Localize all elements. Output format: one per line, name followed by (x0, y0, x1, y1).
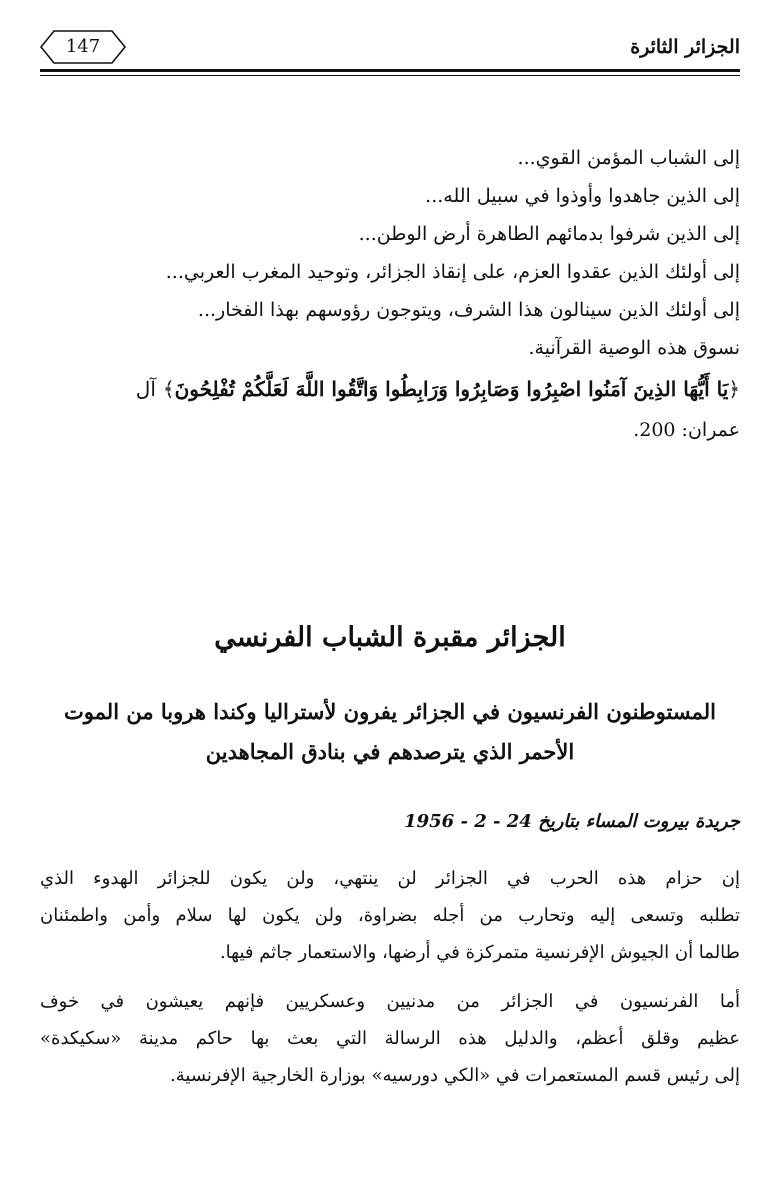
paragraph-line: إن حزام هذه الحرب في الجزائر لن ينتهي، ولن يكون للجزائر الهدوء الذي (40, 868, 740, 889)
paragraph-line: عظيم وقلق أعظم، والدليل هذه الرسالة التي بعث بها حاكم مدينة «سكيكدة» (40, 1028, 740, 1049)
body-text (40, 860, 740, 1106)
dedication-line: إلى الشباب المؤمن القوي... (517, 147, 740, 169)
dedication-line: إلى أولئك الذين عقدوا العزم، على إنقاذ الجزائر، وتوحيد المغرب العربي... (165, 261, 740, 283)
paragraph-line: تطلبه وتسعى إليه وتحارب من أجله بضراوة، ولن يكون لها سلام وأمن واطمئنان (40, 905, 740, 926)
quran-verse-line (40, 367, 740, 411)
paragraph-line: أما الفرنسيون في الجزائر من مدنيين وعسكريين فإنهم يعيشون في خوف (40, 991, 740, 1012)
header-rule-thin (40, 75, 740, 76)
quran-close-bracket: ﴾ (162, 377, 175, 401)
quran-reference-start: آل (135, 377, 156, 401)
paragraph-line: طالما أن الجيوش الإفرنسية متمركزة في أرضها، والاستعمار جاثم فيها. (219, 942, 740, 963)
paragraph-line: إلى رئيس قسم المستعمرات في «الكي دورسيه» بوزارة الخارجية الإفرنسية. (170, 1065, 740, 1086)
subheading-line-1: المستوطنون الفرنسيون في الجزائر يفرون لأستراليا وكندا هروبا من الموت (64, 699, 716, 724)
dedication-line: نسوق هذه الوصية القرآنية. (528, 337, 740, 359)
quran-open-bracket: ﴿ (728, 377, 740, 401)
dedication-line: إلى أولئك الذين سينالون هذا الشرف، ويتوجون رؤوسهم بهذا الفخار... (197, 299, 740, 321)
header-rule-thick (40, 69, 740, 72)
subheading-line-2: الأحمر الذي يترصدهم في بنادق المجاهدين (205, 739, 575, 764)
source-line: جريدة بيروت المساء بتاريخ 24 - 2 - 1956 (404, 811, 740, 832)
dedication-block (40, 139, 740, 449)
section-title: الجزائر مقبرة الشباب الفرنسي (214, 622, 566, 653)
paragraph-2 (40, 983, 740, 1094)
book-title: الجزائر الثائرة (630, 36, 740, 58)
quran-verse: يَا أَيُّهَا الذِينَ آمَنُوا اصْبِرُوا وَصَابِرُوا وَرَابِطُوا وَاتَّقُوا اللَّهَ لَعَلَّكُمْ تُفْلِحُونَ (174, 377, 729, 401)
dedication-line: إلى الذين جاهدوا وأوذوا في سبيل الله... (425, 185, 740, 207)
subheading (40, 692, 740, 772)
paragraph-1 (40, 860, 740, 971)
page-number: 147 (65, 36, 101, 57)
dedication-line: إلى الذين شرفوا بدمائهم الطاهرة أرض الوطن... (358, 223, 740, 245)
running-header (40, 30, 740, 66)
page-number-badge (40, 30, 126, 64)
quran-reference-end: عمران: 200. (633, 419, 740, 441)
